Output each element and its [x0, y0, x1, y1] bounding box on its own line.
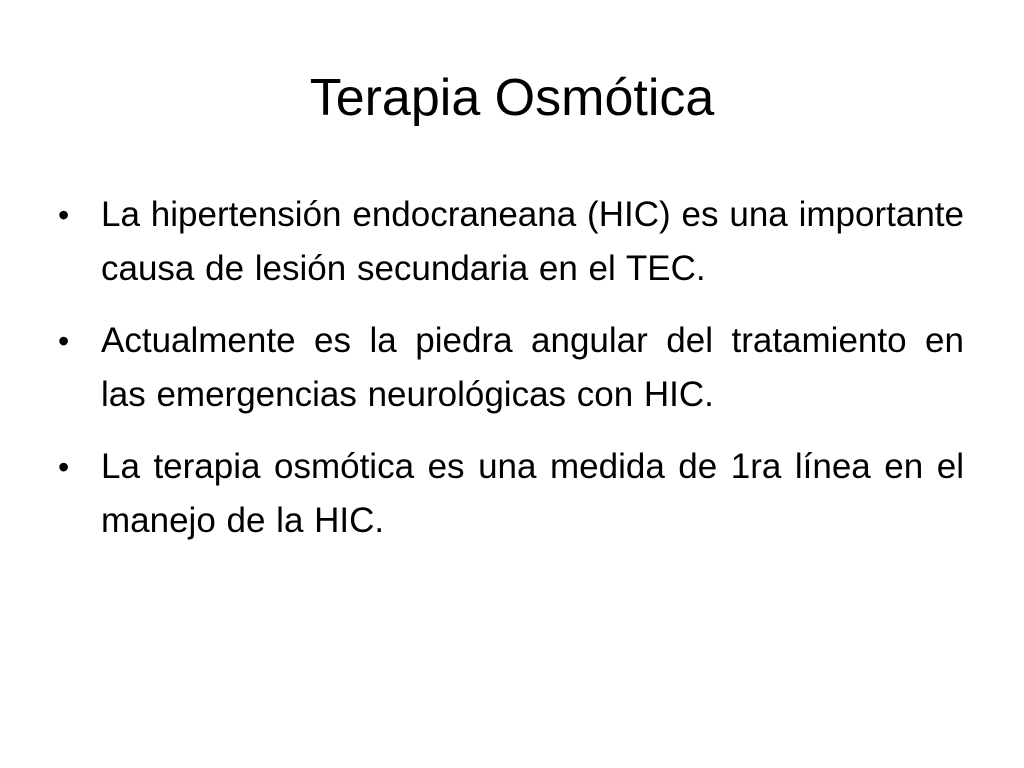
bullet-text: Actualmente es la piedra angular del tratamiento en las emergencias neurológicas con HIC.	[101, 321, 964, 414]
bullet-dot-icon: •	[58, 323, 70, 359]
bullet-dot-icon: •	[58, 449, 70, 485]
bullet-text: La hipertensión endocraneana (HIC) es una importante causa de lesión secundaria en el TEC.	[101, 195, 964, 288]
bullet-item	[58, 188, 964, 296]
bullet-list	[58, 188, 964, 566]
bullet-item	[58, 314, 964, 422]
bullet-text: La terapia osmótica es una medida de 1ra línea en el manejo de la HIC.	[101, 447, 964, 540]
slide-title: Terapia Osmótica	[309, 69, 715, 127]
bullet-item	[58, 440, 964, 548]
bullet-dot-icon: •	[58, 197, 70, 233]
